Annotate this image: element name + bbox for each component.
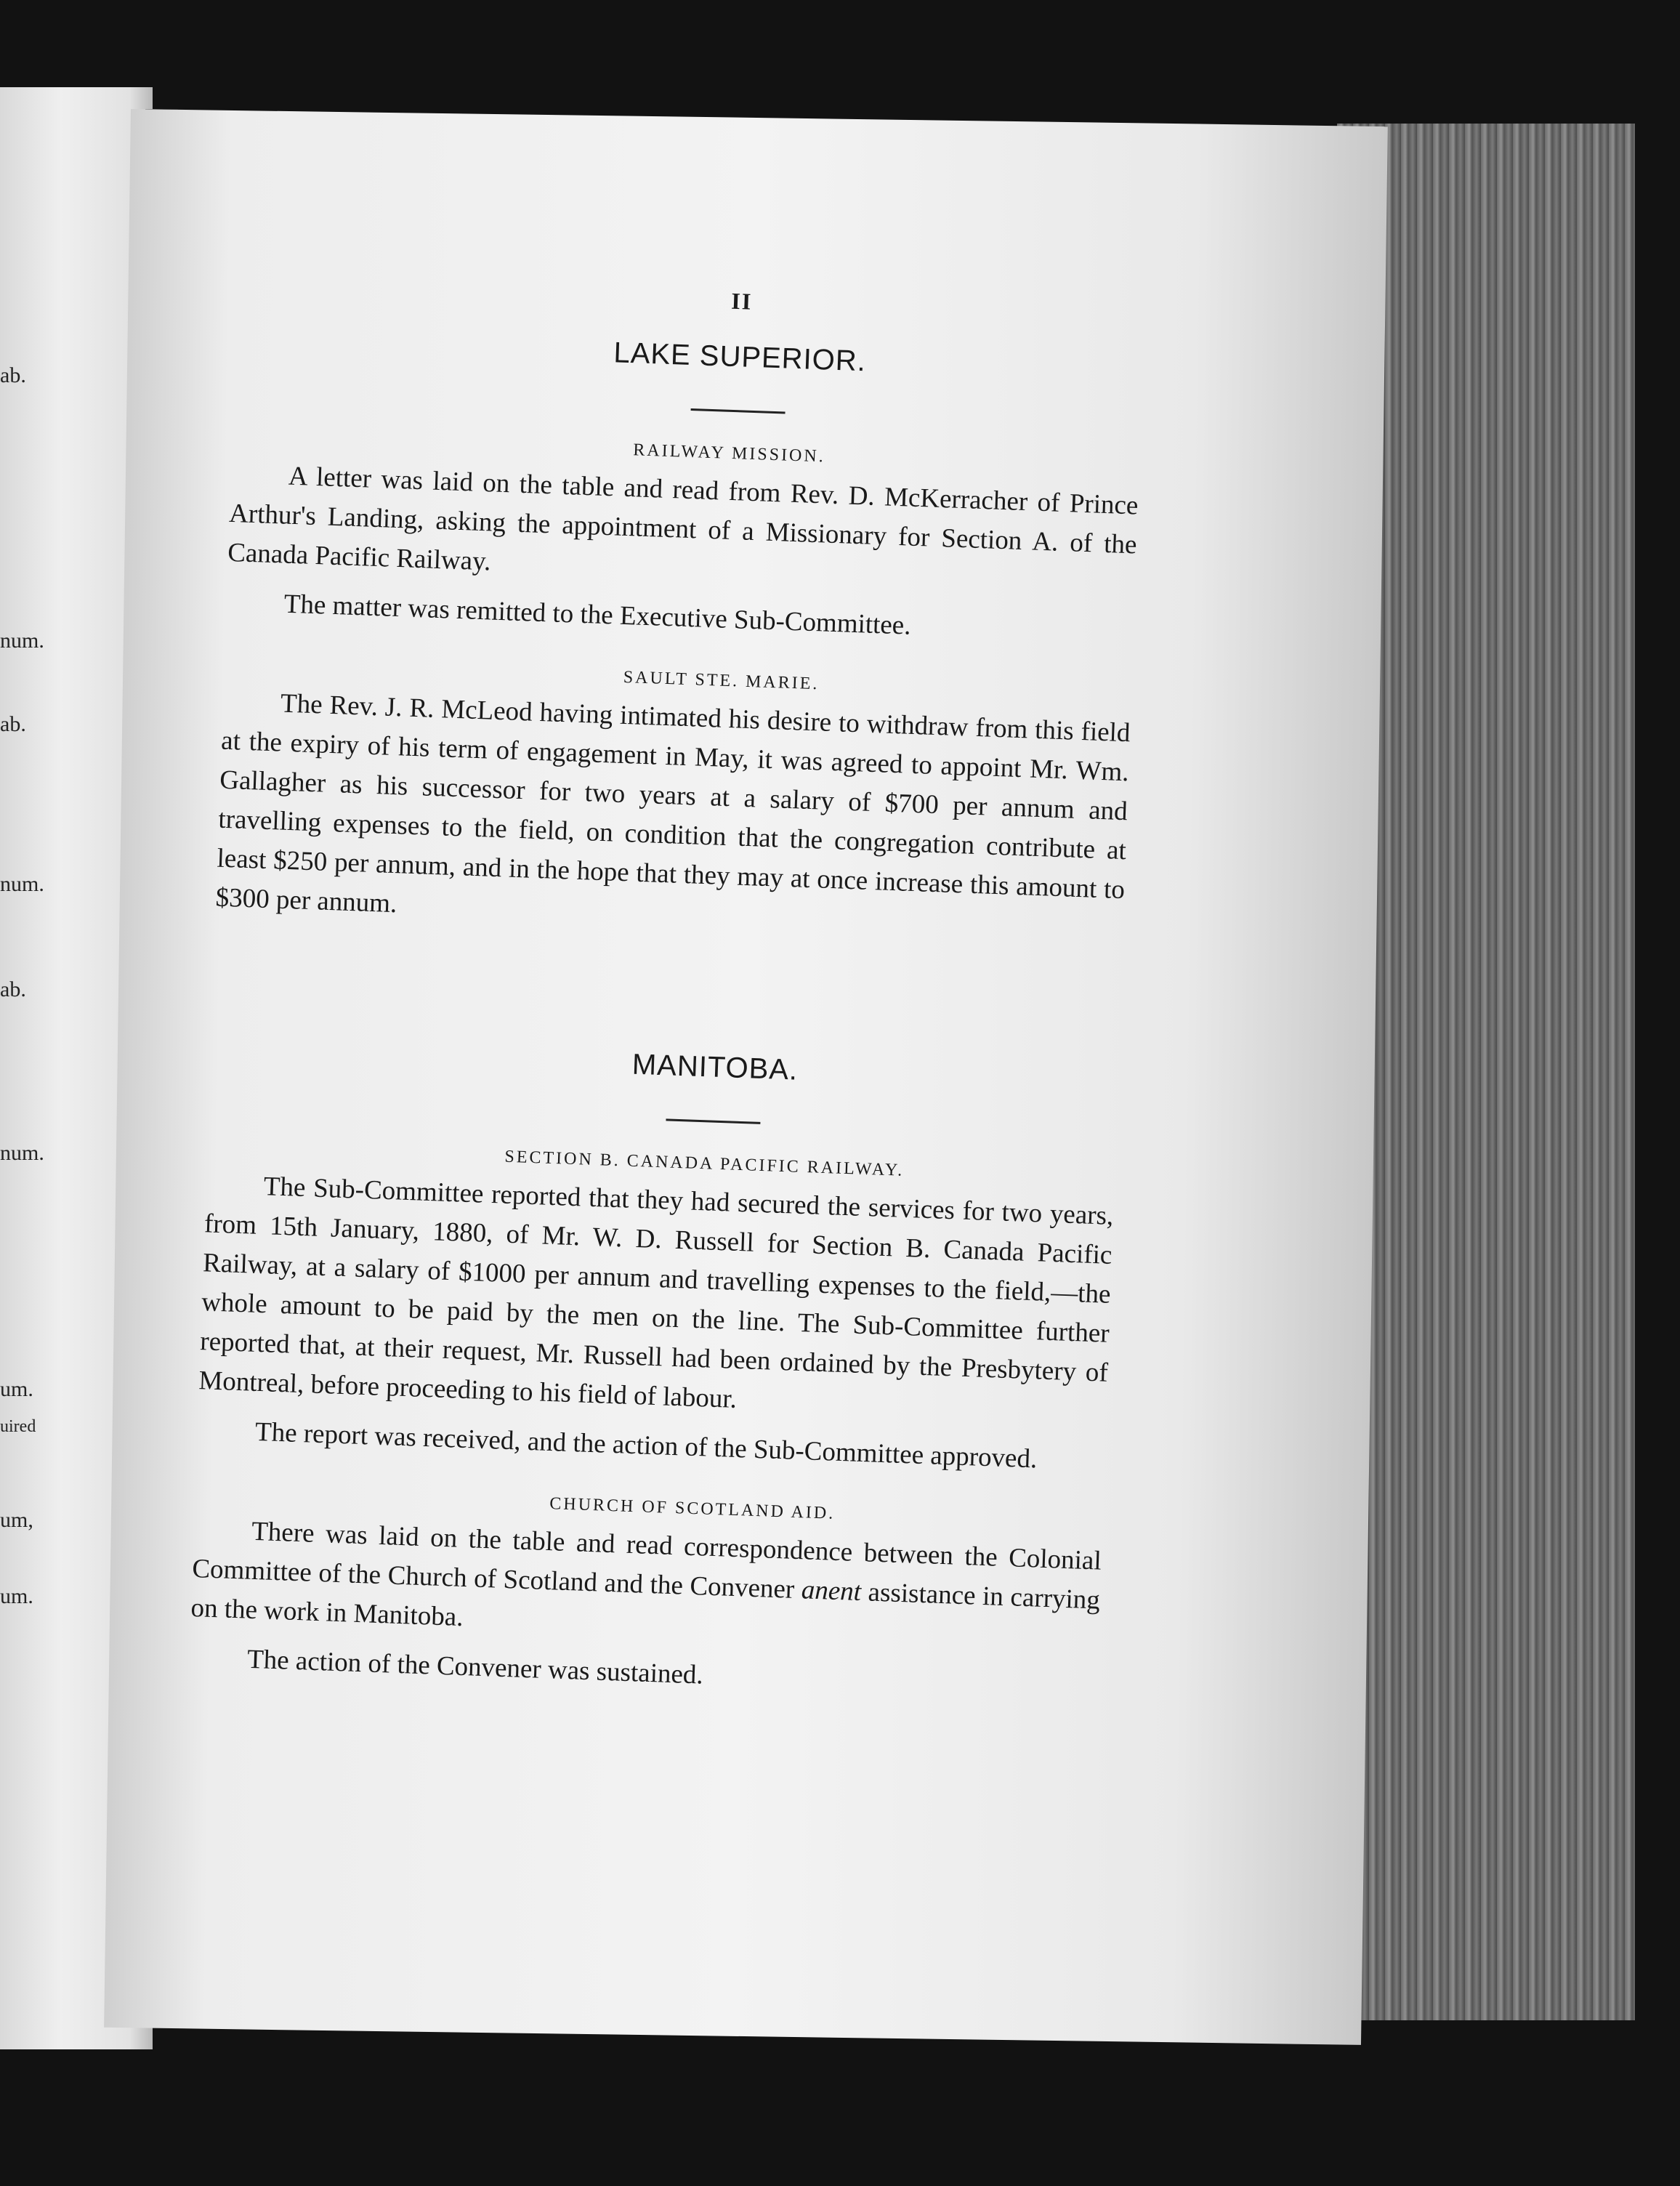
left-page-fragment: num.: [0, 1141, 44, 1165]
subsection-title: RAILWAY MISSION.: [632, 440, 826, 467]
subsection-title: SAULT STE. MARIE.: [623, 667, 820, 694]
italic-word: anent: [801, 1575, 862, 1608]
page-content: [188, 270, 1145, 1719]
left-page-fragment: um.: [0, 1377, 33, 1401]
left-page-fragment: um,: [0, 1508, 33, 1532]
left-page-fragment: ab.: [0, 712, 26, 736]
left-page-fragment: ab.: [0, 977, 26, 1001]
heading-rule: [666, 1118, 760, 1124]
section-heading: LAKE SUPERIOR.: [613, 336, 867, 378]
paragraph: A letter was laid on the table and read from Rev. D. McKerracher of Prince Arthur's Landing, asking the appointment of a Missionary for Section A. of the Canada Pacific Railway.: [227, 461, 1139, 577]
left-page-fragment: uired: [0, 1417, 36, 1436]
left-page-fragment: num.: [0, 629, 44, 653]
heading-rule: [691, 408, 786, 414]
page-number: II: [730, 287, 753, 315]
paragraph: The action of the Convener was sustained.: [246, 1644, 704, 1690]
paragraph: The Rev. J. R. McLeod having intimated his desire to withdraw from this field at the expiry of his term of engagement in May, it was agreed to appoint Mr. Wm. Gallagher as his successor for two years at a salary of $700 per annum and travelling expenses to the field, on condition that the congregation contribute at least $250 per annum, and in the hope that they may at once increase this amount to $300 per annum.: [215, 688, 1131, 919]
paragraph: There was laid on the table and read correspondence between the Colonial Committee of the Church of Scotland and the Convener anent assistance in carrying on the work in Manitoba.: [190, 1516, 1102, 1633]
subsection-title: SECTION B. CANADA PACIFIC RAILWAY.: [504, 1147, 905, 1180]
section-heading: MANITOBA.: [631, 1048, 799, 1086]
left-page-fragment: ab.: [0, 363, 26, 387]
right-page: [104, 109, 1388, 2045]
subsection-title: CHURCH OF SCOTLAND AID.: [549, 1494, 836, 1523]
paragraph: The report was received, and the action of the Sub-Committee approved.: [254, 1416, 1038, 1475]
left-page-fragment: um.: [0, 1584, 33, 1608]
left-page-fragment: num.: [0, 872, 44, 896]
paragraph: The matter was remitted to the Executive Sub-Committee.: [283, 589, 912, 641]
paragraph: The Sub-Committee reported that they had secured the services for two years, from 15th January, 1880, of Mr. W. D. Russell for Section B. Canada Pacific Railway, at a salary of $1000 per annum and travelling expenses to the field,—the whole amount to be paid by the men on the line. The Sub-Committee further reported that, at their request, Mr. Russell had been ordained by the Presbytery of Montreal, before proceeding to his field of labour.: [198, 1171, 1114, 1414]
